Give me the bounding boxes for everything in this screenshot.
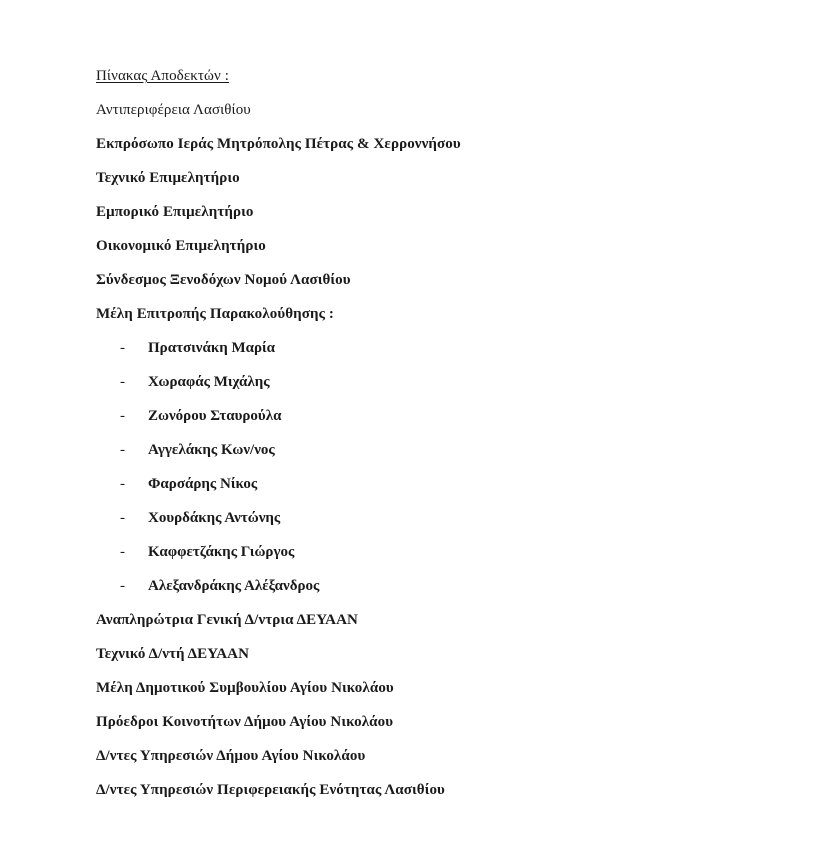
committee-member [120, 374, 270, 391]
recipients-title: Πίνακας Αποδεκτών : [96, 68, 229, 84]
recipient-item: Οικονομικό Επιμελητήριο [96, 238, 266, 254]
recipient-item: Μέλη Δημοτικού Συμβουλίου Αγίου Νικολάου [96, 680, 394, 696]
bullet-dash: - [120, 578, 125, 594]
bullet-dash: - [120, 510, 125, 526]
recipient-item: Δ/ντες Υπηρεσιών Δήμου Αγίου Νικολάου [96, 748, 366, 764]
bullet-dash: - [120, 340, 125, 356]
bullet-dash: - [120, 374, 125, 390]
member-name: Καφφετζάκης Γιώργος [148, 544, 295, 560]
member-name: Χωραφάς Μιχάλης [148, 374, 270, 390]
committee-member [120, 510, 280, 527]
member-name: Χουρδάκης Αντώνης [148, 510, 281, 526]
member-name: Αγγελάκης Κων/νος [148, 442, 275, 458]
committee-member [120, 578, 319, 595]
recipient-item: Πρόεδροι Κοινοτήτων Δήμου Αγίου Νικολάου [96, 714, 394, 730]
committee-member [120, 544, 294, 561]
recipient-item: Δ/ντες Υπηρεσιών Περιφερειακής Ενότητας Λασιθίου [96, 782, 445, 798]
committee-heading: Μέλη Επιτροπής Παρακολούθησης : [96, 306, 335, 322]
member-name: Πρατσινάκη Μαρία [148, 340, 276, 356]
recipient-item: Εκπρόσωπο Ιεράς Μητρόπολης Πέτρας & Χερροννήσου [96, 136, 461, 152]
member-name: Ζωνόρου Σταυρούλα [148, 408, 282, 424]
recipient-item: Αναπληρώτρια Γενική Δ/ντρια ΔΕΥΑΑΝ [96, 612, 358, 628]
committee-member [120, 442, 275, 459]
committee-member [120, 476, 257, 493]
bullet-dash: - [120, 476, 125, 492]
bullet-dash: - [120, 544, 125, 560]
bullet-dash: - [120, 442, 125, 458]
bullet-dash: - [120, 408, 125, 424]
recipient-item: Σύνδεσμος Ξενοδόχων Νομού Λασιθίου [96, 272, 351, 288]
member-name: Φαρσάρης Νίκος [148, 476, 258, 492]
committee-member [120, 408, 281, 425]
recipient-item: Τεχνικό Δ/ντή ΔΕΥΑΑΝ [96, 646, 250, 662]
recipient-item: Τεχνικό Επιμελητήριο [96, 170, 240, 186]
member-name: Αλεξανδράκης Αλέξανδρος [148, 578, 320, 594]
recipient-item: Εμπορικό Επιμελητήριο [96, 204, 254, 220]
recipient-item: Αντιπεριφέρεια Λασιθίου [96, 102, 251, 118]
committee-member [120, 340, 275, 357]
